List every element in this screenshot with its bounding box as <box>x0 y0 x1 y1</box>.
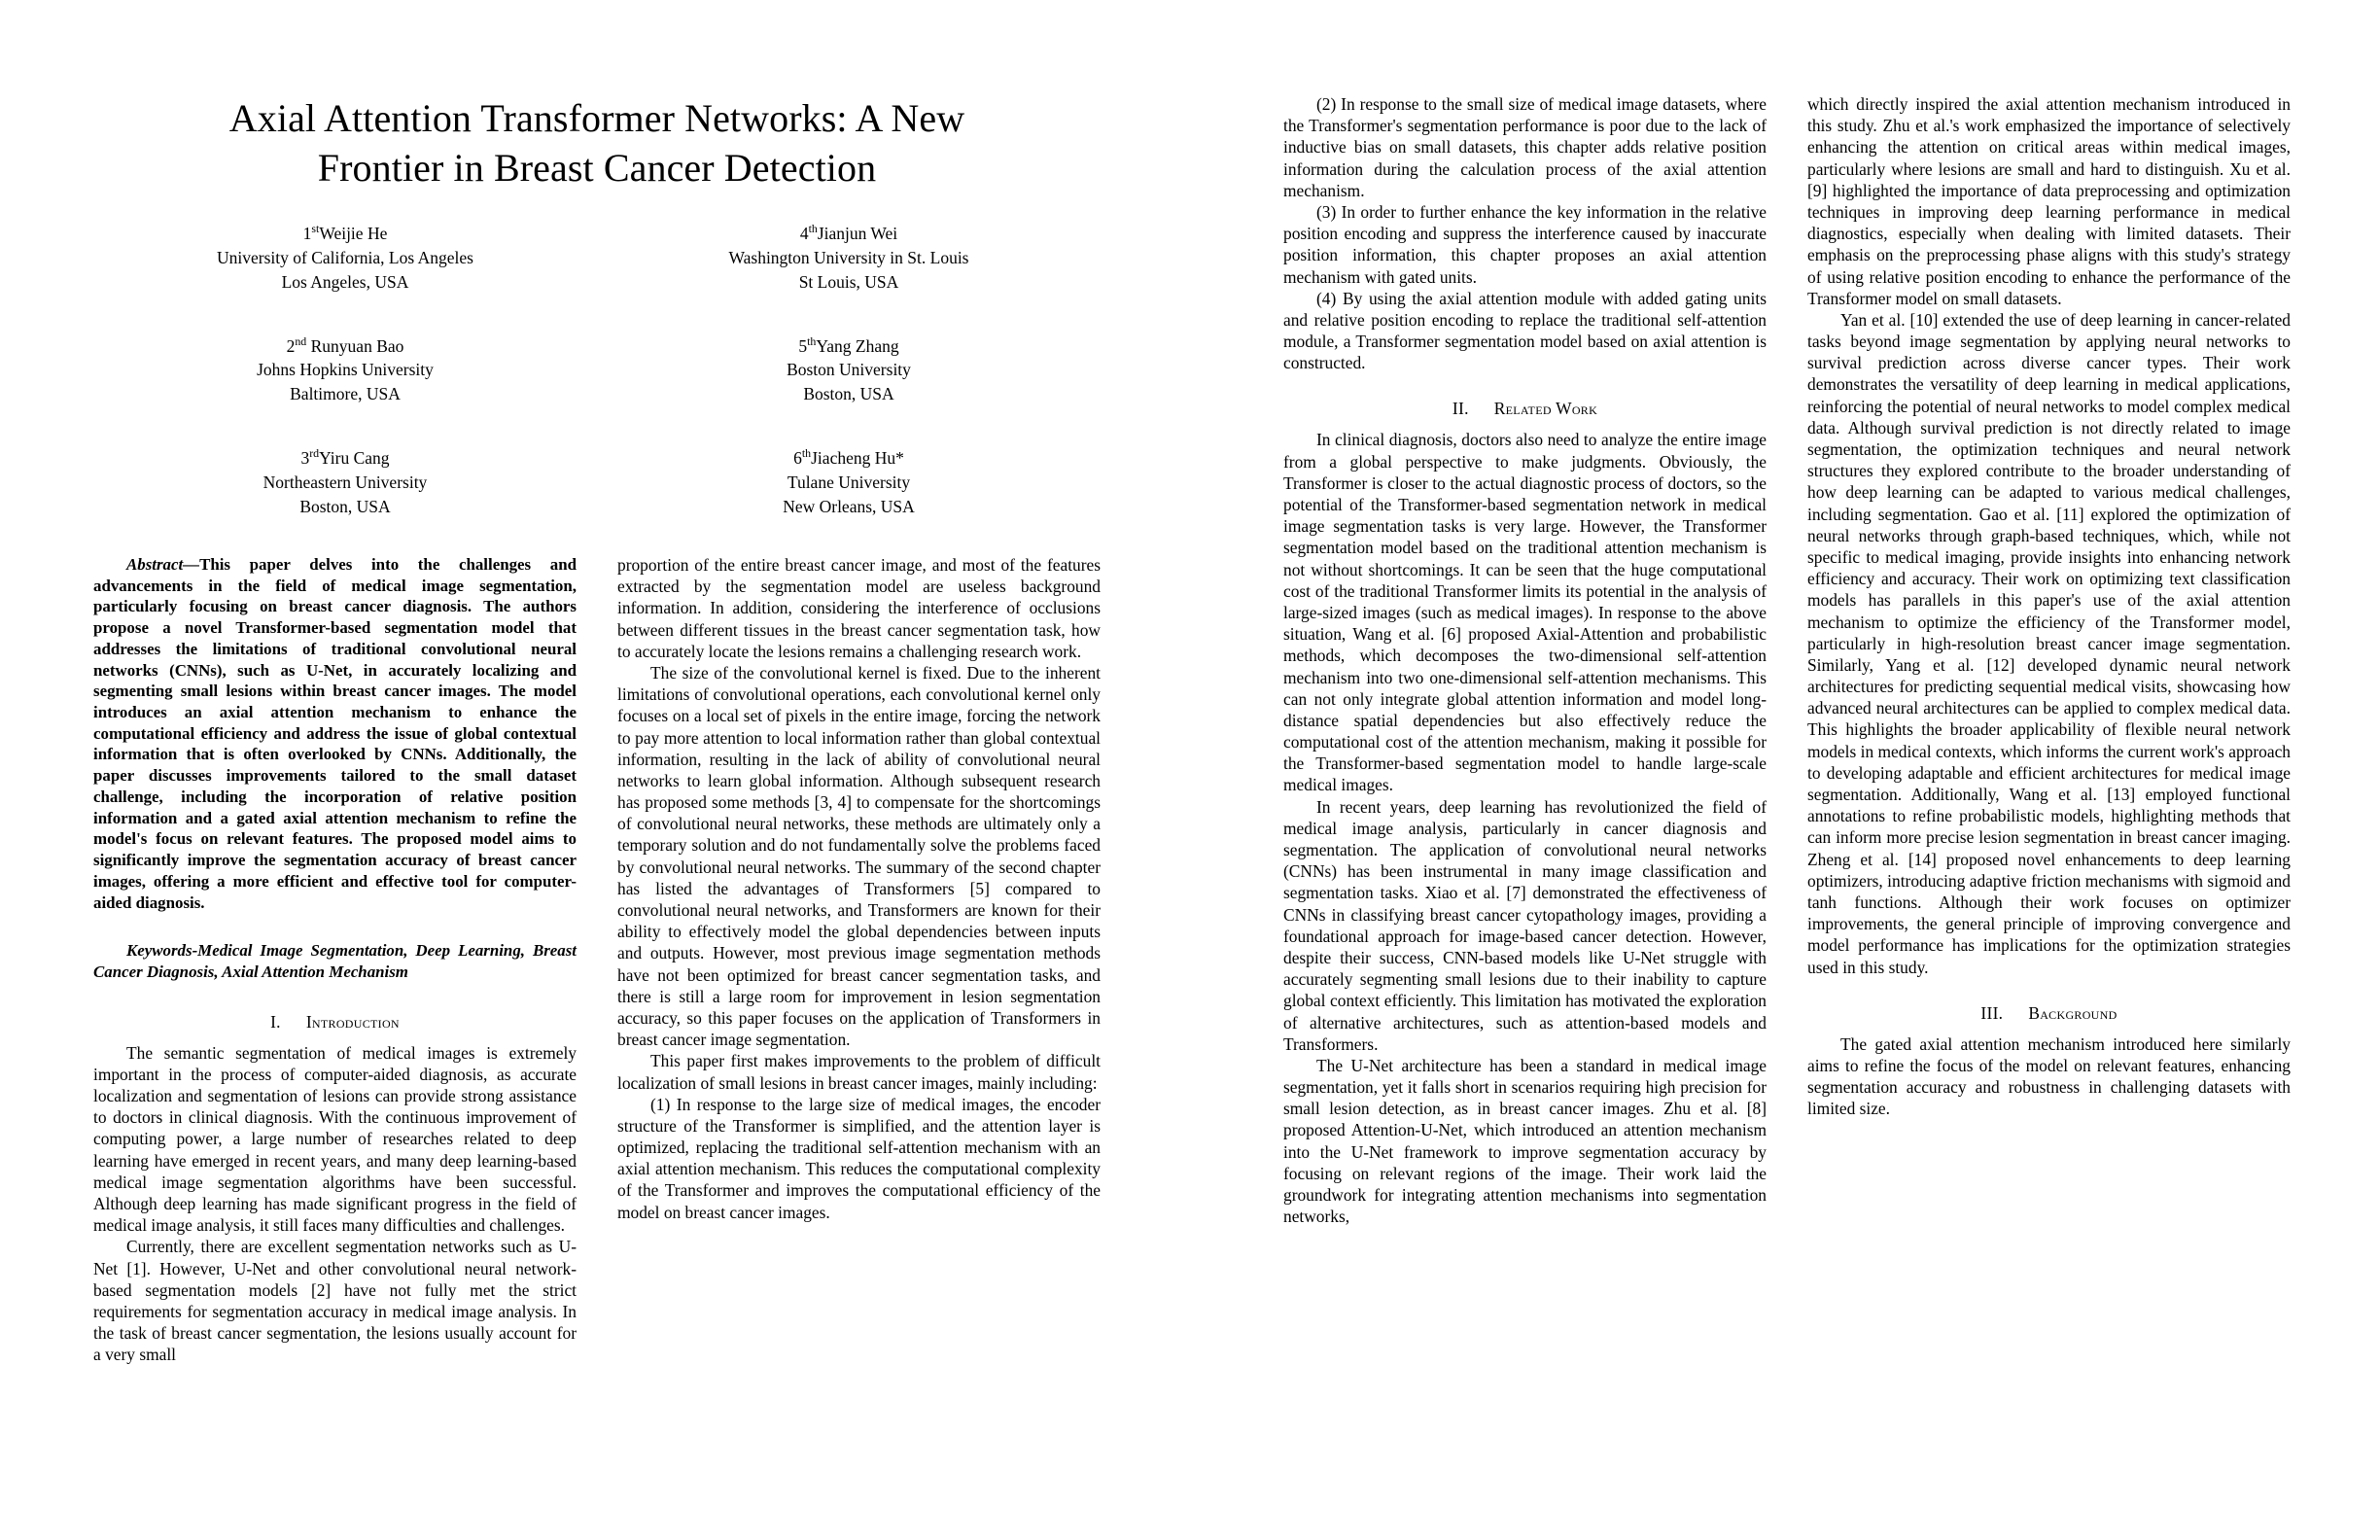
section-title: Introduction <box>305 1011 400 1032</box>
paragraph-c1-2: Currently, there are excellent segmentation networks such as U-Net [1]. However, U-Net and other convolutional neural network-based segmentation models [2] have not fully met the strict requirements for segmentation accuracy in medical image analysis. In the task of breast cancer segmentation, the lesions usually account for a very small <box>93 1237 577 1365</box>
section-title: Background <box>2028 1002 2118 1023</box>
author-affiliation-1: University of California, Los Angeles <box>217 247 473 267</box>
body-columns-right <box>1283 93 2291 1227</box>
author-entry-1 <box>93 222 597 295</box>
paper-title-line-2: Frontier in Breast Cancer Detection <box>317 146 877 191</box>
ordinal-suffix: th <box>801 446 812 461</box>
paragraph-c2-2: The size of the convolutional kernel is fixed. Due to the inherent limitations of convolutional operations, each convolutional kernel only focuses on a local set of pixels in the entire image, forcing the network to pay more attention to local information rather than global contextual information, resulting in the lack of ability of convolutional neural networks to learn global information. Although subsequent research has proposed some methods [3, 4] to compensate for the shortcomings of convolutional neural networks, these methods are ultimately only a temporary solution and do not fundamentally solve the problems faced by convolutional neural networks. The summary of the second chapter has listed the advantages of Transformers [5] compared to convolutional neural networks, and Transformers are known for their ability to effectively model the global dependencies between inputs and outputs. However, most previous image segmentation methods have not been optimized for breast cancer segmentation tasks, and there is still a large room for improvement in lesion segmentation accuracy, so this paper focuses on the application of Transformers in breast cancer image segmentation. <box>617 662 1101 1050</box>
author-name-5: 5thYang Zhang <box>798 333 899 356</box>
paragraph-c3-3: (4) By using the axial attention module with added gating units and relative position encoding to replace the traditional self-attention module, a Transformer segmentation model based on axial attention is constructed. <box>1283 288 1767 373</box>
author-entry-2 <box>93 334 597 407</box>
abstract-text: This paper delves into the challenges and advancements in the field of medical image segmentation, particularly focusing on breast cancer diagnosis. The authors propose a novel Transformer-based segmentation model that addresses the limitations of traditional convolutional neural networks (CNNs), such as U-Net, in accurately localizing and segmenting small lesions within breast cancer images. The model introduces an axial attention mechanism to enhance the computational efficiency and address the issue of global contextual information that is often overlooked by CNNs. Additionally, the paper discusses improvements tailored to the small dataset challenge, including the incorporation of relative position information and a gated axial attention mechanism to refine the model's focus on relevant features. The proposed model aims to significantly improve the segmentation accuracy of breast cancer images, offering a more efficient and effective tool for computer-aided diagnosis. <box>93 555 577 912</box>
author-affiliation-2: Johns Hopkins University <box>257 360 434 380</box>
paragraph-c4-1: which directly inspired the axial attention mechanism introduced in this study. Zhu et al.'s work emphasized the importance of selectively enhancing the attention on critical areas within medical images, particularly where lesions are small and hard to distinguish. Xu et al. [9] highlighted the importance of data preprocessing and optimization techniques in improving deep learning performance in medical diagnostics, especially when dealing with limited datasets. Their emphasis on the preprocessing phase aligns with this study's strategy of using relative position encoding to enhance the performance of the Transformer model on small datasets. <box>1807 94 2291 308</box>
paragraph-c3-2: (3) In order to further enhance the key information in the relative position encoding and suppress the interference caused by inaccurate position information, this chapter proposes an axial attention mechanism with gated units. <box>1283 201 1767 287</box>
section-number: I. <box>270 1011 281 1032</box>
column-1 <box>93 554 577 1365</box>
section-number: III. <box>1980 1002 2004 1023</box>
author-entry-6 <box>597 446 1101 519</box>
author-location-2: Baltimore, USA <box>290 384 401 404</box>
section-heading-background <box>1807 1003 2291 1024</box>
author-location-4: St Louis, USA <box>798 271 899 292</box>
paragraph-c2-1: proportion of the entire breast cancer image, and most of the features extracted by the segmentation model are useless background information. In addition, considering the interference of occlusions between different tissues in the breast cancer segmentation task, how to accurately locate the lesions remains a challenging research work. <box>617 555 1101 661</box>
column-3 <box>1283 93 1767 1227</box>
ordinal-suffix: rd <box>309 446 320 461</box>
author-name-3: 3rdYiru Cang <box>300 446 390 469</box>
paper-title-line-1: Axial Attention Transformer Networks: A New <box>228 96 965 140</box>
author-name-6: 6thJiacheng Hu* <box>793 446 904 469</box>
ordinal-suffix: th <box>807 333 817 348</box>
author-affiliation-5: Boston University <box>787 360 911 380</box>
author-name-1: 1stWeijie He <box>302 222 388 243</box>
author-name-2: 2nd Runyuan Bao <box>286 333 404 356</box>
author-affiliation-6: Tulane University <box>787 472 911 492</box>
section-number: II. <box>1452 399 1469 419</box>
author-name-4: 4thJianjun Wei <box>799 222 898 243</box>
author-entry-4 <box>597 222 1101 295</box>
section-title: Related Work <box>1493 399 1598 419</box>
author-location-6: New Orleans, USA <box>783 496 915 516</box>
title-block <box>93 93 1101 192</box>
paragraph-c3-5: In recent years, deep learning has revolutionized the field of medical image analysis, particularly in cancer diagnosis and segmentation. The application of convolutional neural networks (CNNs) has been instrumental in many image classification and segmentation tasks. Xiao et al. [7] demonstrated the effectiveness of CNNs in classifying breast cancer cytopathology images, providing a foundational approach for image-based cancer detection. However, despite their success, CNN-based models like U-Net struggle with accurately segmenting small lesions due to their inability to capture global context efficiently. This limitation has motivated the exploration of alternative architectures, such as attention-based models and Transformers. <box>1283 796 1767 1054</box>
paragraph-c3-6: The U-Net architecture has been a standard in medical image segmentation, yet it falls short in scenarios requiring high precision for small lesion detection, as in breast cancer images. Zhu et al. [8] proposed Attention-U-Net, which introduced an attention mechanism into the U-Net framework to improve segmentation accuracy by focusing on relevant regions of the image. Their work laid the groundwork for integrating attention mechanisms into segmentation networks, <box>1283 1055 1767 1227</box>
author-location-1: Los Angeles, USA <box>281 271 409 292</box>
author-location-5: Boston, USA <box>803 384 894 404</box>
page-title <box>145 93 1049 192</box>
ordinal-suffix: th <box>808 222 818 236</box>
author-entry-3 <box>93 446 597 519</box>
paragraph-c2-4: (1) In response to the large size of medical images, the encoder structure of the Transformer is simplified, and the attention layer is optimized, replacing the traditional self-attention mechanism with an axial attention mechanism. This reduces the computational complexity of the Transformer and improves the computational efficiency of the model on breast cancer images. <box>617 1094 1101 1222</box>
ordinal-suffix: nd <box>295 333 307 348</box>
column-4 <box>1807 93 2291 1227</box>
abstract-paragraph <box>93 554 577 913</box>
paragraph-c3-1: (2) In response to the small size of medical image datasets, where the Transformer's segmentation performance is poor due to the lack of inductive bias on small datasets, this chapter adds relative position information during the calculation process of the axial attention mechanism. <box>1283 94 1767 200</box>
paragraph-c2-3: This paper first makes improvements to the problem of difficult localization of small lesions in breast cancer images, mainly including: <box>617 1051 1101 1093</box>
column-2 <box>617 554 1101 1365</box>
ordinal-suffix: st <box>311 222 320 236</box>
paragraph-c4-2: Yan et al. [10] extended the use of deep learning in cancer-related tasks beyond image segmentation by applying neural networks to survival prediction across diverse cancer types. Their work demonstrates the versatility of deep learning in medical applications, reinforcing the potential of neural networks to model complex medical data. Although survival prediction is not directly related to image segmentation, the optimization techniques and neural network structures they explored contribute to the broader understanding of how deep learning can be adapted to various medical challenges, including segmentation. Gao et al. [11] explored the optimization of neural networks through graph-based techniques, which, while not specific to medical imaging, provide insights into enhancing network efficiency and accuracy. Their work on optimizing text classification models has parallels in this paper's use of the axial attention mechanism to optimize the efficiency of the Transformer model, particularly in high-resolution breast cancer image segmentation. Similarly, Yang et al. [12] developed dynamic neural network architectures for predicting sequential medical visits, showcasing how advanced neural architectures can be applied to complex medical data. This highlights the broader applicability of flexible neural network models in medical contexts, which informs the current work's approach to developing adaptable and efficient architectures for medical image segmentation. Additionally, Wang et al. [13] employed functional annotations to refine probabilistic models, highlighting methods that can inform more precise lesion segmentation in breast cancer imaging. Zheng et al. [14] proposed novel enhancements to deep learning optimizers, introducing adaptive friction mechanisms with sigmoid and tanh functions. Although their work focuses on optimizer improvements, the general principle of improving convergence and model performance has implications for the optimization strategies used in this study. <box>1807 309 2291 977</box>
author-affiliation-4: Washington University in St. Louis <box>728 247 969 267</box>
paragraph-c4-3: The gated axial attention mechanism introduced here similarly aims to refine the focus of the model on relevant features, enhancing segmentation accuracy and robustness in challenging datasets with limited size. <box>1807 1033 2291 1119</box>
paragraph-c1-1: The semantic segmentation of medical images is extremely important in the process of computer-aided diagnosis, as accurate localization and segmentation of lesions can provide strong assistance to doctors in clinical diagnosis. With the continuous improvement of computing power, a large number of researches related to deep learning have emerged in recent years, and many deep learning-based medical image segmentation algorithms have been successful. Although deep learning has made significant progress in the field of medical image analysis, it still faces many difficulties and challenges. <box>93 1042 577 1236</box>
body-columns-left <box>93 554 1101 1365</box>
page-right <box>1190 0 2380 1540</box>
keywords-paragraph: Keywords-Medical Image Segmentation, Deep Learning, Breast Cancer Diagnosis, Axial Attention Mechanism <box>93 941 577 981</box>
author-entry-5 <box>597 334 1101 407</box>
authors-block <box>93 222 1101 519</box>
author-location-3: Boston, USA <box>299 496 391 516</box>
section-heading-introduction <box>93 1012 577 1032</box>
author-affiliation-3: Northeastern University <box>262 472 428 492</box>
paragraph-c3-4: In clinical diagnosis, doctors also need to analyze the entire image from a global perspective to make judgments. Obviously, the Transformer is closer to the actual diagnostic process of doctors, so the potential of the Transformer-based segmentation network in medical image segmentation tasks is very large. However, the Transformer segmentation model based on the traditional attention mechanism is not without shortcomings. It can be seen that the huge computational cost of the traditional Transformer limits its potential in the analysis of large-sized images (such as medical images). In response to the above situation, Wang et al. [6] proposed Axial-Attention and probabilistic methods, which decomposes the two-dimensional self-attention mechanism into two one-dimensional self-attention mechanisms. This can not only integrate global attention information and model long-distance spatial dependencies but also effectively reduce the computational cost of the attention mechanism, making it possible for the Transformer-based segmentation model to handle large-scale medical images. <box>1283 430 1767 795</box>
section-heading-related-work <box>1283 399 1767 419</box>
abstract-label: Abstract— <box>126 555 200 574</box>
